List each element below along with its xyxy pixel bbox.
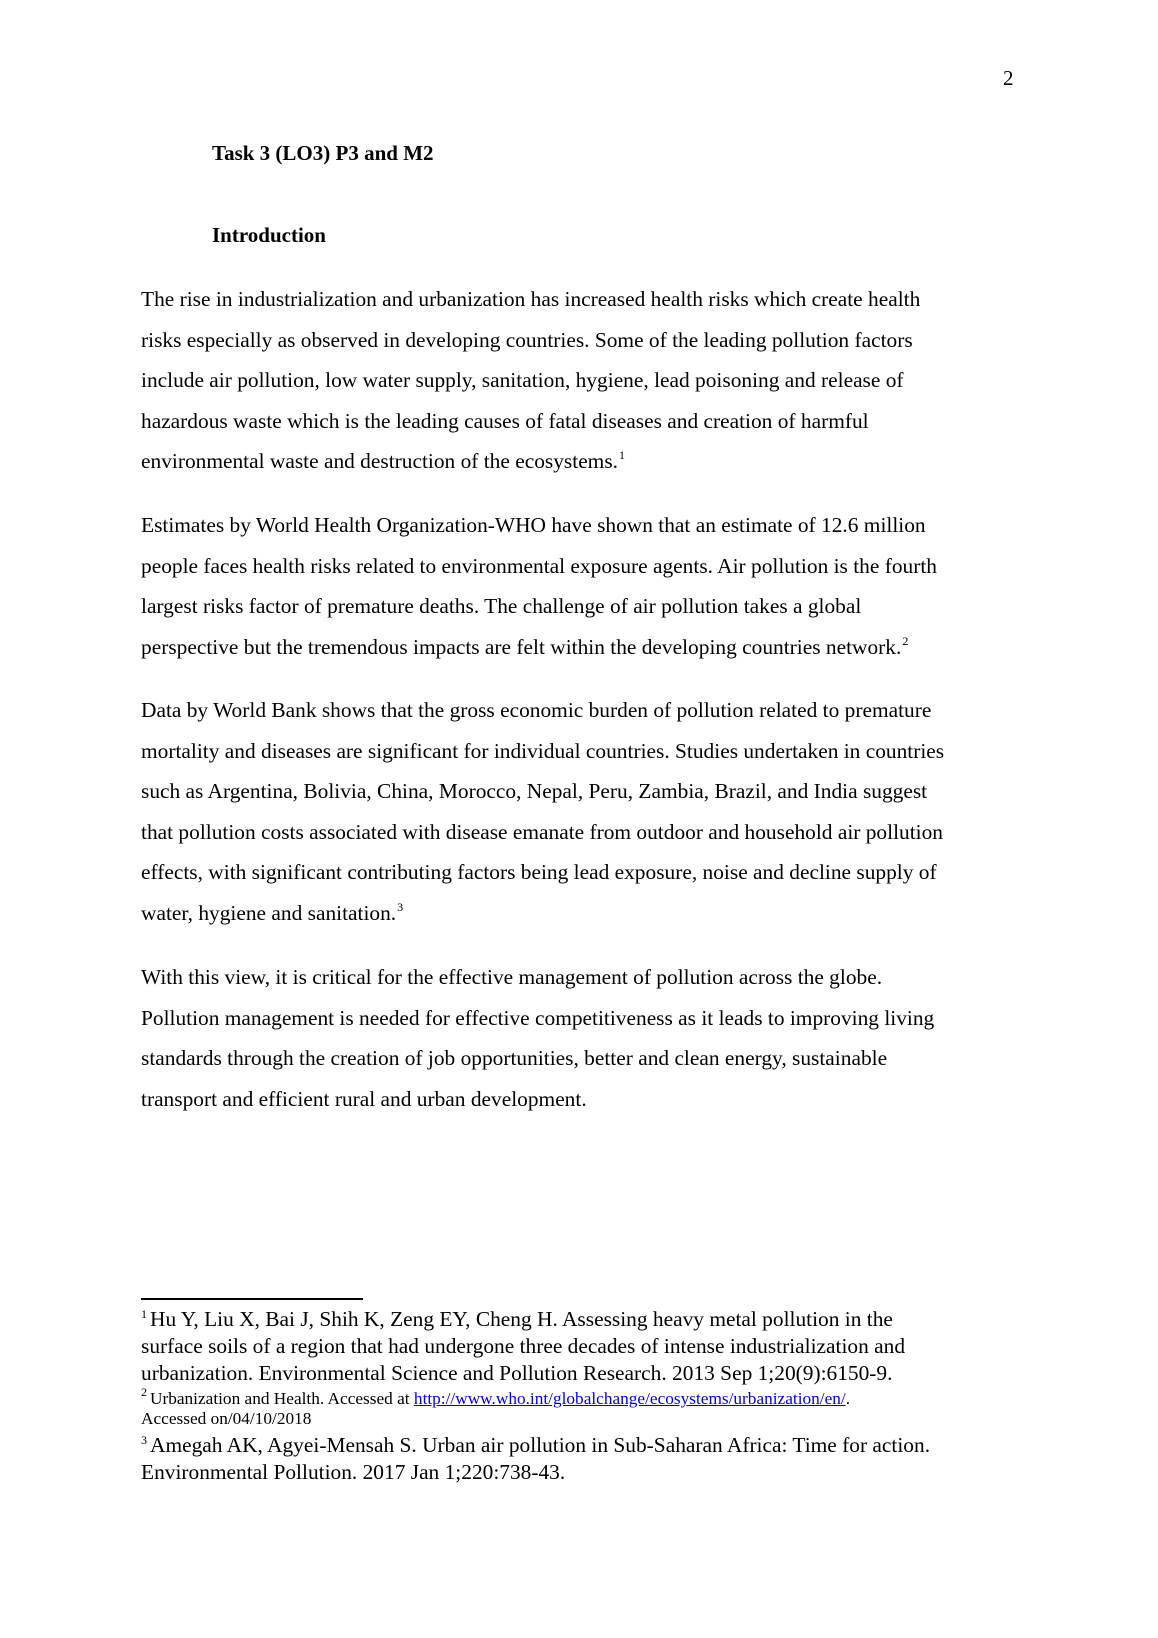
paragraph-line: With this view, it is critical for the effective management of pollution across the globe. (141, 965, 883, 989)
paragraph-line (141, 893, 1041, 934)
paragraph-line-text: environmental waste and destruction of the ecosystems. (141, 449, 618, 473)
paragraph-line: Data by World Bank shows that the gross economic burden of pollution related to premature (141, 698, 932, 722)
footnote-line-text: Hu Y, Liu X, Bai J, Shih K, Zeng EY, Cheng H. Assessing heavy metal pollution in the (150, 1307, 893, 1331)
introduction-heading: Introduction (212, 223, 326, 247)
paragraph-line: such as Argentina, Bolivia, China, Morocco, Nepal, Peru, Zambia, Brazil, and India suggest (141, 779, 928, 803)
paragraph-line-text: perspective but the tremendous impacts are felt within the developing countries network. (141, 634, 902, 659)
page-number: 2 (1003, 66, 1014, 90)
paragraph-industrialization (141, 279, 1041, 482)
footnote-line-text: Amegah AK, Agyei-Mensah S. Urban air pollution in Sub-Saharan Africa: Time for action. (150, 1433, 931, 1457)
paragraph-line: Pollution management is needed for effective competitiveness as it leads to improving living (141, 1005, 935, 1030)
footnote-prefix: Urbanization and Health. Accessed at (150, 1389, 414, 1408)
footnote-separator (141, 1298, 363, 1300)
footnote-accessed-date: Accessed on/04/10/2018 (141, 1409, 312, 1428)
footnote-suffix: . (845, 1389, 851, 1408)
paragraph-line: Estimates by World Health Organization-WHO have shown that an estimate of 12.6 million (141, 513, 926, 537)
footnote-marker: 3 (141, 1433, 147, 1447)
who-urbanization-link[interactable]: http://www.who.int/globalchange/ecosystems/urbanization/en/ (413, 1389, 846, 1408)
paragraph-line: people faces health risks related to environmental exposure agents. Air pollution is the fourth (141, 553, 937, 578)
footnote-line (141, 1385, 851, 1409)
paragraph-who-estimates (141, 505, 1041, 667)
footnote-ref-3[interactable]: 3 (397, 899, 404, 914)
paragraph-line: effects, with significant contributing factors being lead exposure, noise and decline supply of (141, 860, 937, 884)
paragraph-line: risks especially as observed in developing countries. Some of the leading pollution factors (141, 327, 913, 352)
paragraph-line (141, 627, 1041, 668)
footnote-2 (141, 1385, 851, 1429)
paragraph-line-text: water, hygiene and sanitation. (141, 900, 397, 925)
footnote-line (141, 1432, 930, 1459)
paragraph-line: include air pollution, low water supply, sanitation, hygiene, lead poisoning and release of (141, 368, 904, 392)
paragraph-line: mortality and diseases are significant for individual countries. Studies undertaken in countries (141, 738, 945, 763)
paragraph-line (141, 441, 1041, 482)
footnote-marker: 2 (141, 1385, 147, 1399)
footnote-3 (141, 1432, 930, 1486)
task-heading: Task 3 (LO3) P3 and M2 (212, 141, 434, 165)
footnote-line (141, 1306, 905, 1333)
footnote-ref-1[interactable]: 1 (619, 448, 625, 462)
paragraph-line: The rise in industrialization and urbanization has increased health risks which create health (141, 287, 921, 311)
footnote-1 (141, 1306, 905, 1387)
paragraph-line: hazardous waste which is the leading causes of fatal diseases and creation of harmful (141, 408, 869, 433)
paragraph-line: largest risks factor of premature deaths. The challenge of air pollution takes a global (141, 594, 862, 618)
footnote-line: urbanization. Environmental Science and Pollution Research. 2013 Sep 1;20(9):6150-9. (141, 1361, 893, 1385)
paragraph-pollution-management (141, 957, 1041, 1119)
footnote-marker: 1 (141, 1307, 147, 1321)
paragraph-world-bank (141, 690, 1041, 933)
footnote-ref-2[interactable]: 2 (902, 633, 909, 648)
footnote-line: Environmental Pollution. 2017 Jan 1;220:738-43. (141, 1460, 566, 1484)
paragraph-line: standards through the creation of job opportunities, better and clean energy, sustainable (141, 1046, 888, 1070)
footnote-line: surface soils of a region that had undergone three decades of intense industrialization and (141, 1334, 906, 1358)
paragraph-line: that pollution costs associated with disease emanate from outdoor and household air pollution (141, 819, 943, 844)
paragraph-line: transport and efficient rural and urban development. (141, 1086, 587, 1111)
